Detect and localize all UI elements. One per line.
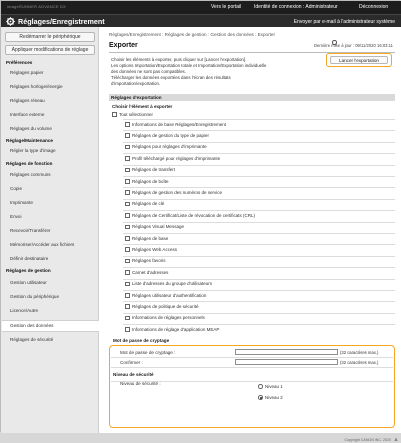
export-item-checkbox[interactable]: [125, 122, 130, 127]
sidebar-heading-management: Réglages de gestion: [6, 268, 51, 273]
last-updated: Dernière mise à jour : 09/11/2020 16:03:11: [314, 43, 393, 48]
page-title: Exporter: [109, 42, 138, 49]
security-level-label: Niveau de sécurité :: [120, 381, 161, 386]
export-item-checkbox[interactable]: [125, 168, 130, 173]
export-item-checkbox[interactable]: [125, 179, 130, 184]
sidebar-item-user-management[interactable]: Gestion utilisateur: [10, 280, 47, 285]
copyright: Copyright CANON INC. 2020: [344, 438, 391, 442]
sidebar: [1, 27, 99, 433]
item-divider: [123, 313, 395, 314]
item-divider: [123, 210, 395, 211]
sidebar-item-license-other[interactable]: Licence/Autre: [10, 308, 39, 313]
export-item-label: Réglages de gestion des numéros de service: [132, 189, 223, 195]
export-item-label: Carnet d'adresses: [132, 269, 169, 275]
export-item-label: Réglages de clé: [132, 201, 165, 207]
export-item-checkbox[interactable]: [125, 190, 130, 195]
sidebar-item-printer[interactable]: Imprimante: [10, 200, 33, 205]
item-divider: [123, 256, 395, 257]
level-1-radio[interactable]: [258, 384, 263, 389]
export-item-label: Réglages pour réglages d'imprimante: [132, 144, 207, 150]
export-item-checkbox[interactable]: [125, 304, 130, 309]
start-export-highlight: [326, 53, 392, 67]
export-settings-header: Réglages d'exportation: [109, 94, 395, 101]
sidebar-heading-maintenance: Réglage/Maintenance: [6, 138, 53, 143]
product-name: imageRUNNER ADVANCE DX: [7, 4, 67, 9]
breadcrumb: Réglages/Enregistrement : Réglages de gestion : Gestion des données : Exporter: [109, 32, 275, 37]
top-bar: [1, 1, 401, 14]
item-divider: [123, 119, 395, 120]
description-line: Les options Importation/Exportation totale et Importation/Exportation individuelle: [111, 63, 267, 68]
mail-admin-link[interactable]: Envoyer par e-mail à l'administrateur système: [293, 18, 395, 25]
item-divider: [123, 279, 395, 280]
encryption-heading: Mot de passe de cryptage: [113, 338, 170, 343]
sidebar-item-device-management[interactable]: Gestion du périphérique: [10, 294, 60, 299]
sidebar-heading-preferences: Préférences: [6, 60, 33, 65]
max-length-hint: (32 caractères max.): [340, 350, 379, 355]
apply-settings-button[interactable]: Appliquer modifications de réglage: [5, 45, 95, 55]
sidebar-heading-functions: Réglages de fonction: [6, 161, 53, 166]
level-2-radio[interactable]: [258, 395, 263, 400]
choose-items-heading: Choisir l'élément à exporter: [112, 104, 173, 109]
item-divider: [123, 130, 395, 131]
select-all-checkbox[interactable]: [112, 112, 117, 117]
export-item-checkbox[interactable]: [125, 145, 130, 150]
export-item-label: Réglages Visual Message: [132, 224, 184, 230]
export-item-label: Réglages favoris: [132, 258, 166, 264]
divider: [111, 367, 393, 368]
export-item-label: Réglages Web Access: [132, 246, 177, 252]
export-item-label: Informations de réglages personnels: [132, 315, 205, 321]
confirm-label: Confirmer :: [120, 360, 143, 365]
item-divider: [123, 290, 395, 291]
confirm-password-input[interactable]: [235, 359, 338, 365]
divider: [111, 357, 393, 358]
export-item-label: Liste d'adresses du groupe d'utilisateurs: [132, 281, 213, 287]
sidebar-item-send[interactable]: Envoi: [10, 214, 22, 219]
app-header: [1, 14, 401, 27]
sidebar-item-volume[interactable]: Réglages du volume: [10, 126, 52, 131]
max-length-hint: (32 caractères max.): [340, 360, 379, 365]
export-item-label: Réglages utilisateur d'authentification: [132, 292, 207, 298]
level-2-label: Niveau 2: [265, 394, 283, 400]
main-content: [99, 27, 401, 443]
item-divider: [123, 153, 395, 154]
item-divider: [123, 176, 395, 177]
export-item-checkbox[interactable]: [125, 327, 130, 332]
select-all-label: Tout sélectionner: [119, 111, 154, 117]
item-divider: [123, 199, 395, 200]
app-title: Réglages/Enregistrement: [18, 17, 105, 26]
security-level-heading: Niveau de sécurité: [113, 372, 154, 377]
settings-gear-icon: [6, 17, 15, 26]
sidebar-item-common[interactable]: Réglages communs: [10, 172, 51, 177]
sidebar-item-timer-energy[interactable]: Réglages horloge/énergie: [10, 84, 63, 89]
description-line: d'importation/exportation.: [111, 81, 161, 86]
export-item-checkbox[interactable]: [125, 247, 130, 252]
export-item-label: Réglages de politique de sécurité: [132, 303, 199, 309]
export-item-checkbox[interactable]: [125, 156, 130, 161]
export-item-label: Réglages de gestion du type de papier: [132, 132, 210, 138]
item-divider: [123, 187, 395, 188]
export-item-checkbox[interactable]: [125, 213, 130, 218]
export-item-checkbox[interactable]: [125, 282, 130, 287]
export-item-label: Réglages de base: [132, 235, 169, 241]
item-divider: [123, 244, 395, 245]
level-1-label: Niveau 1: [265, 383, 283, 389]
sidebar-item-copy[interactable]: Copie: [10, 186, 23, 191]
encryption-password-input[interactable]: [235, 349, 338, 355]
logout-link[interactable]: Déconnexion: [359, 4, 389, 10]
item-divider: [123, 142, 395, 143]
export-item-label: Réglages de transfert: [132, 167, 176, 173]
sidebar-item-data-management[interactable]: Gestion des données: [10, 323, 54, 328]
export-item-label: Informations de réglage d'application MEAP: [132, 326, 220, 332]
sidebar-item-image-type[interactable]: Régler la type d'image: [10, 148, 56, 153]
portal-link[interactable]: Vers le portail: [211, 4, 242, 10]
item-divider: [123, 222, 395, 223]
password-label: Mot de passe de cryptage :: [120, 350, 176, 355]
sidebar-item-security[interactable]: Réglages de sécurité: [10, 337, 54, 342]
restart-device-button[interactable]: Redémarrer le périphérique: [5, 32, 95, 42]
export-item-label: Réglages de boîte: [132, 178, 169, 184]
sidebar-item-paper[interactable]: Réglages papier: [10, 70, 44, 75]
description-line: des données ne sont pas compatibles.: [111, 69, 186, 74]
login-id: Identité de connexion : Administrateur: [254, 4, 338, 10]
item-divider: [123, 165, 395, 166]
sidebar-item-set-destination[interactable]: Définir destinataire: [10, 256, 49, 261]
start-export-button[interactable]: Lancer l'exportation: [330, 56, 388, 64]
sidebar-item-external-interface[interactable]: Interface externe: [10, 112, 45, 117]
export-item-label: Profil téléchargé pour réglages d'imprimante: [132, 155, 221, 161]
export-item-checkbox[interactable]: [125, 270, 130, 275]
item-divider: [123, 233, 395, 234]
sidebar-item-receive-forward[interactable]: Recevoir/Transférer: [10, 228, 51, 233]
item-divider: [123, 267, 395, 268]
export-item-checkbox[interactable]: [125, 316, 130, 321]
export-item-checkbox[interactable]: [125, 225, 130, 230]
export-item-checkbox[interactable]: [125, 259, 130, 264]
export-item-checkbox[interactable]: [125, 236, 130, 241]
export-item-checkbox[interactable]: [125, 133, 130, 138]
sidebar-item-store-access-files[interactable]: Mémoriser/Accéder aux fichiers: [10, 242, 75, 247]
item-divider: [123, 301, 395, 302]
export-item-label: Informations de base Réglages/Enregistrement: [132, 121, 227, 127]
scroll-to-top-icon[interactable]: ▲: [393, 437, 399, 443]
item-divider: [123, 324, 395, 325]
export-item-checkbox[interactable]: [125, 202, 130, 207]
description-line: Choisir les éléments à exporter, puis cliquer sur [Lancer l'exportation].: [111, 57, 247, 62]
export-item-label: Réglages de Certificat/Liste de révocation de certificats (CRL): [132, 212, 256, 218]
export-item-checkbox[interactable]: [125, 293, 130, 298]
sidebar-item-network[interactable]: Réglages réseau: [10, 98, 45, 103]
description-line: Télécharger les données exportées dans l'écran des résultats: [111, 75, 231, 80]
